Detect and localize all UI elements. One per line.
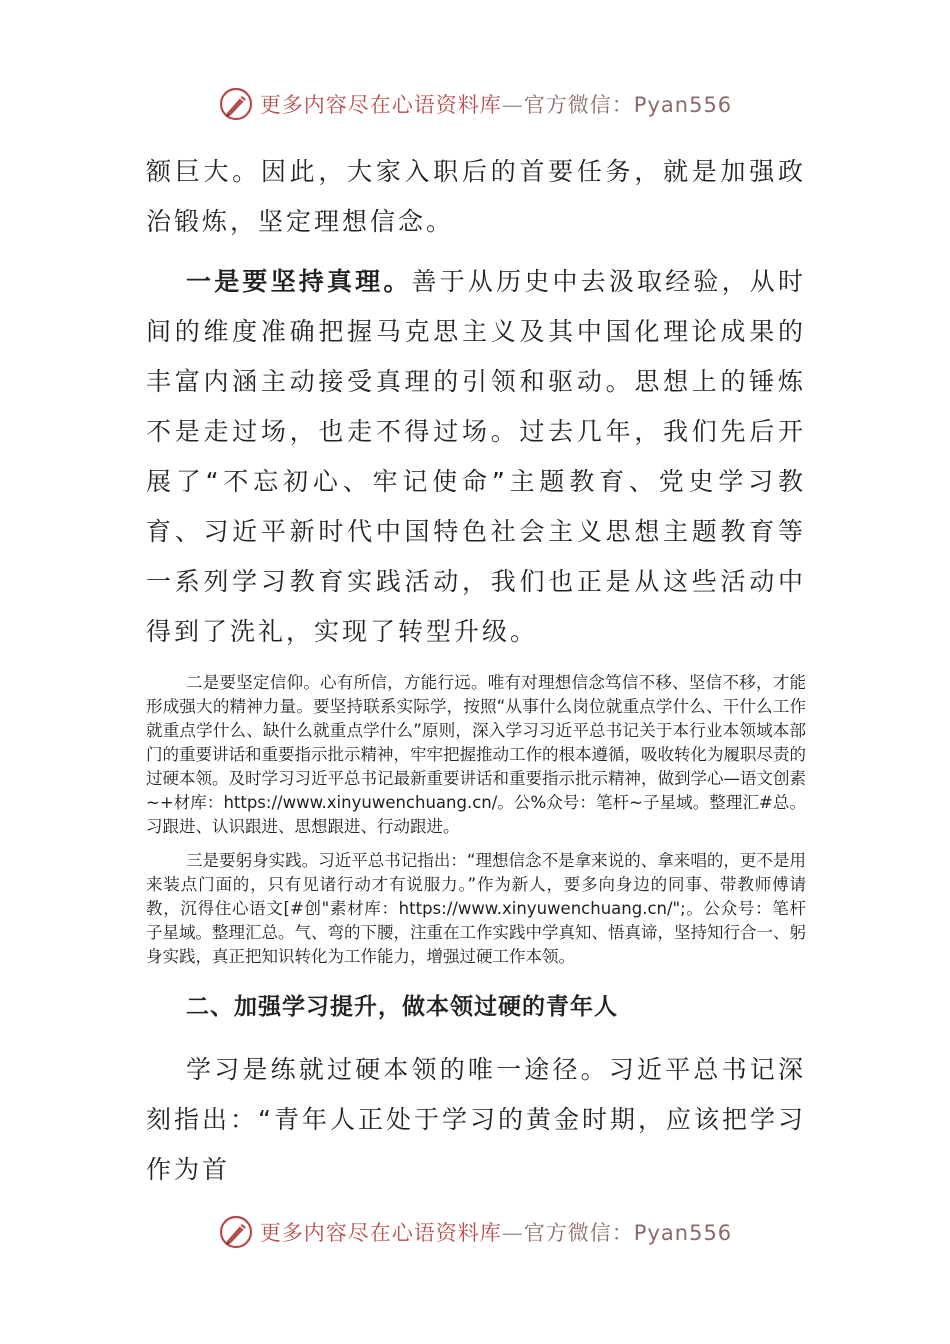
banner-dash: — bbox=[501, 1221, 524, 1245]
article-body bbox=[146, 147, 806, 1195]
paragraph-faith: 二是要坚定信仰。心有所信，方能行远。唯有对理想信念笃信不移、坚信不移，才能形成强大的精神力量。要坚持联系实际学，按照“从事什么岗位就重点学什么、干什么工作就重点学什么、缺什么就重点学什么”原则，深入学习习近平总书记关于本行业本领域本部门的重要讲话和重要指示批示精神，牢牢把握推动工作的根本遵循，吸收转化为履职尽责的过硬本领。及时学习习近平总书记最新重要讲话和重要指示批示精神，做到学心—语文创素~+材库：https://www.xinyuwenchuang.cn/。公%众号：笔杆~子星域。整理汇#总。习跟进、认识跟进、思想跟进、行动跟进。 bbox=[146, 673, 806, 836]
paragraph-intro: 额巨大。因此，大家入职后的首要任务，就是加强政治锻炼，坚定理想信念。 bbox=[146, 157, 806, 236]
banner-wechat: 官方微信：Pyan556 bbox=[523, 93, 733, 117]
paragraph-practice: 三是要躬身实践。习近平总书记指出：“理想信念不是拿来说的、拿来唱的，更不是用来装点门面的，只有见诸行动才有说服力。”作为新人，要多向身边的同事、带教师傅请教，沉得住心语文[#创"素材库：https://www.xinyuwenchuang.cn/";。公众号：笔杆子星域。整理汇总。气、弯的下腰，注重在工作实践中学真知、悟真谛，坚持知行合一、躬身实践，真正把知识转化为工作能力，增强过硬工作本领。 bbox=[146, 851, 806, 966]
banner-wechat: 官方微信：Pyan556 bbox=[523, 1221, 733, 1245]
banner-brand: 更多内容尽在心语资料库 bbox=[259, 93, 502, 117]
pen-logo-icon bbox=[218, 86, 254, 122]
header-banner bbox=[0, 84, 950, 124]
banner-brand: 更多内容尽在心语资料库 bbox=[259, 1221, 502, 1245]
footer-banner bbox=[0, 1212, 950, 1252]
paragraph-truth-body: 善于从历史中去汲取经验，从时间的维度准确把握马克思主义及其中国化理论成果的丰富内涵主动接受真理的引领和驱动。思想上的锤炼不是走过场，也走不得过场。过去几年，我们先后开展了“不忘初心、牢记使命”主题教育、党史学习教育、习近平新时代中国特色社会主义思想主题教育等一系列学习教育实践活动，我们也正是从这些活动中得到了洗礼，实现了转型升级。 bbox=[146, 267, 806, 646]
pen-logo-icon bbox=[218, 1214, 254, 1250]
paragraph-truth-lead: 一是要坚持真理。 bbox=[186, 267, 412, 296]
paragraph-truth bbox=[146, 257, 806, 657]
section-heading-2: 二、加强学习提升，做本领过硬的青年人 bbox=[186, 994, 618, 1020]
paragraph-study: 学习是练就过硬本领的唯一途径。习近平总书记深刻指出：“青年人正处于学习的黄金时期，应该把学习作为首 bbox=[146, 1055, 806, 1184]
banner-dash: — bbox=[501, 93, 524, 117]
